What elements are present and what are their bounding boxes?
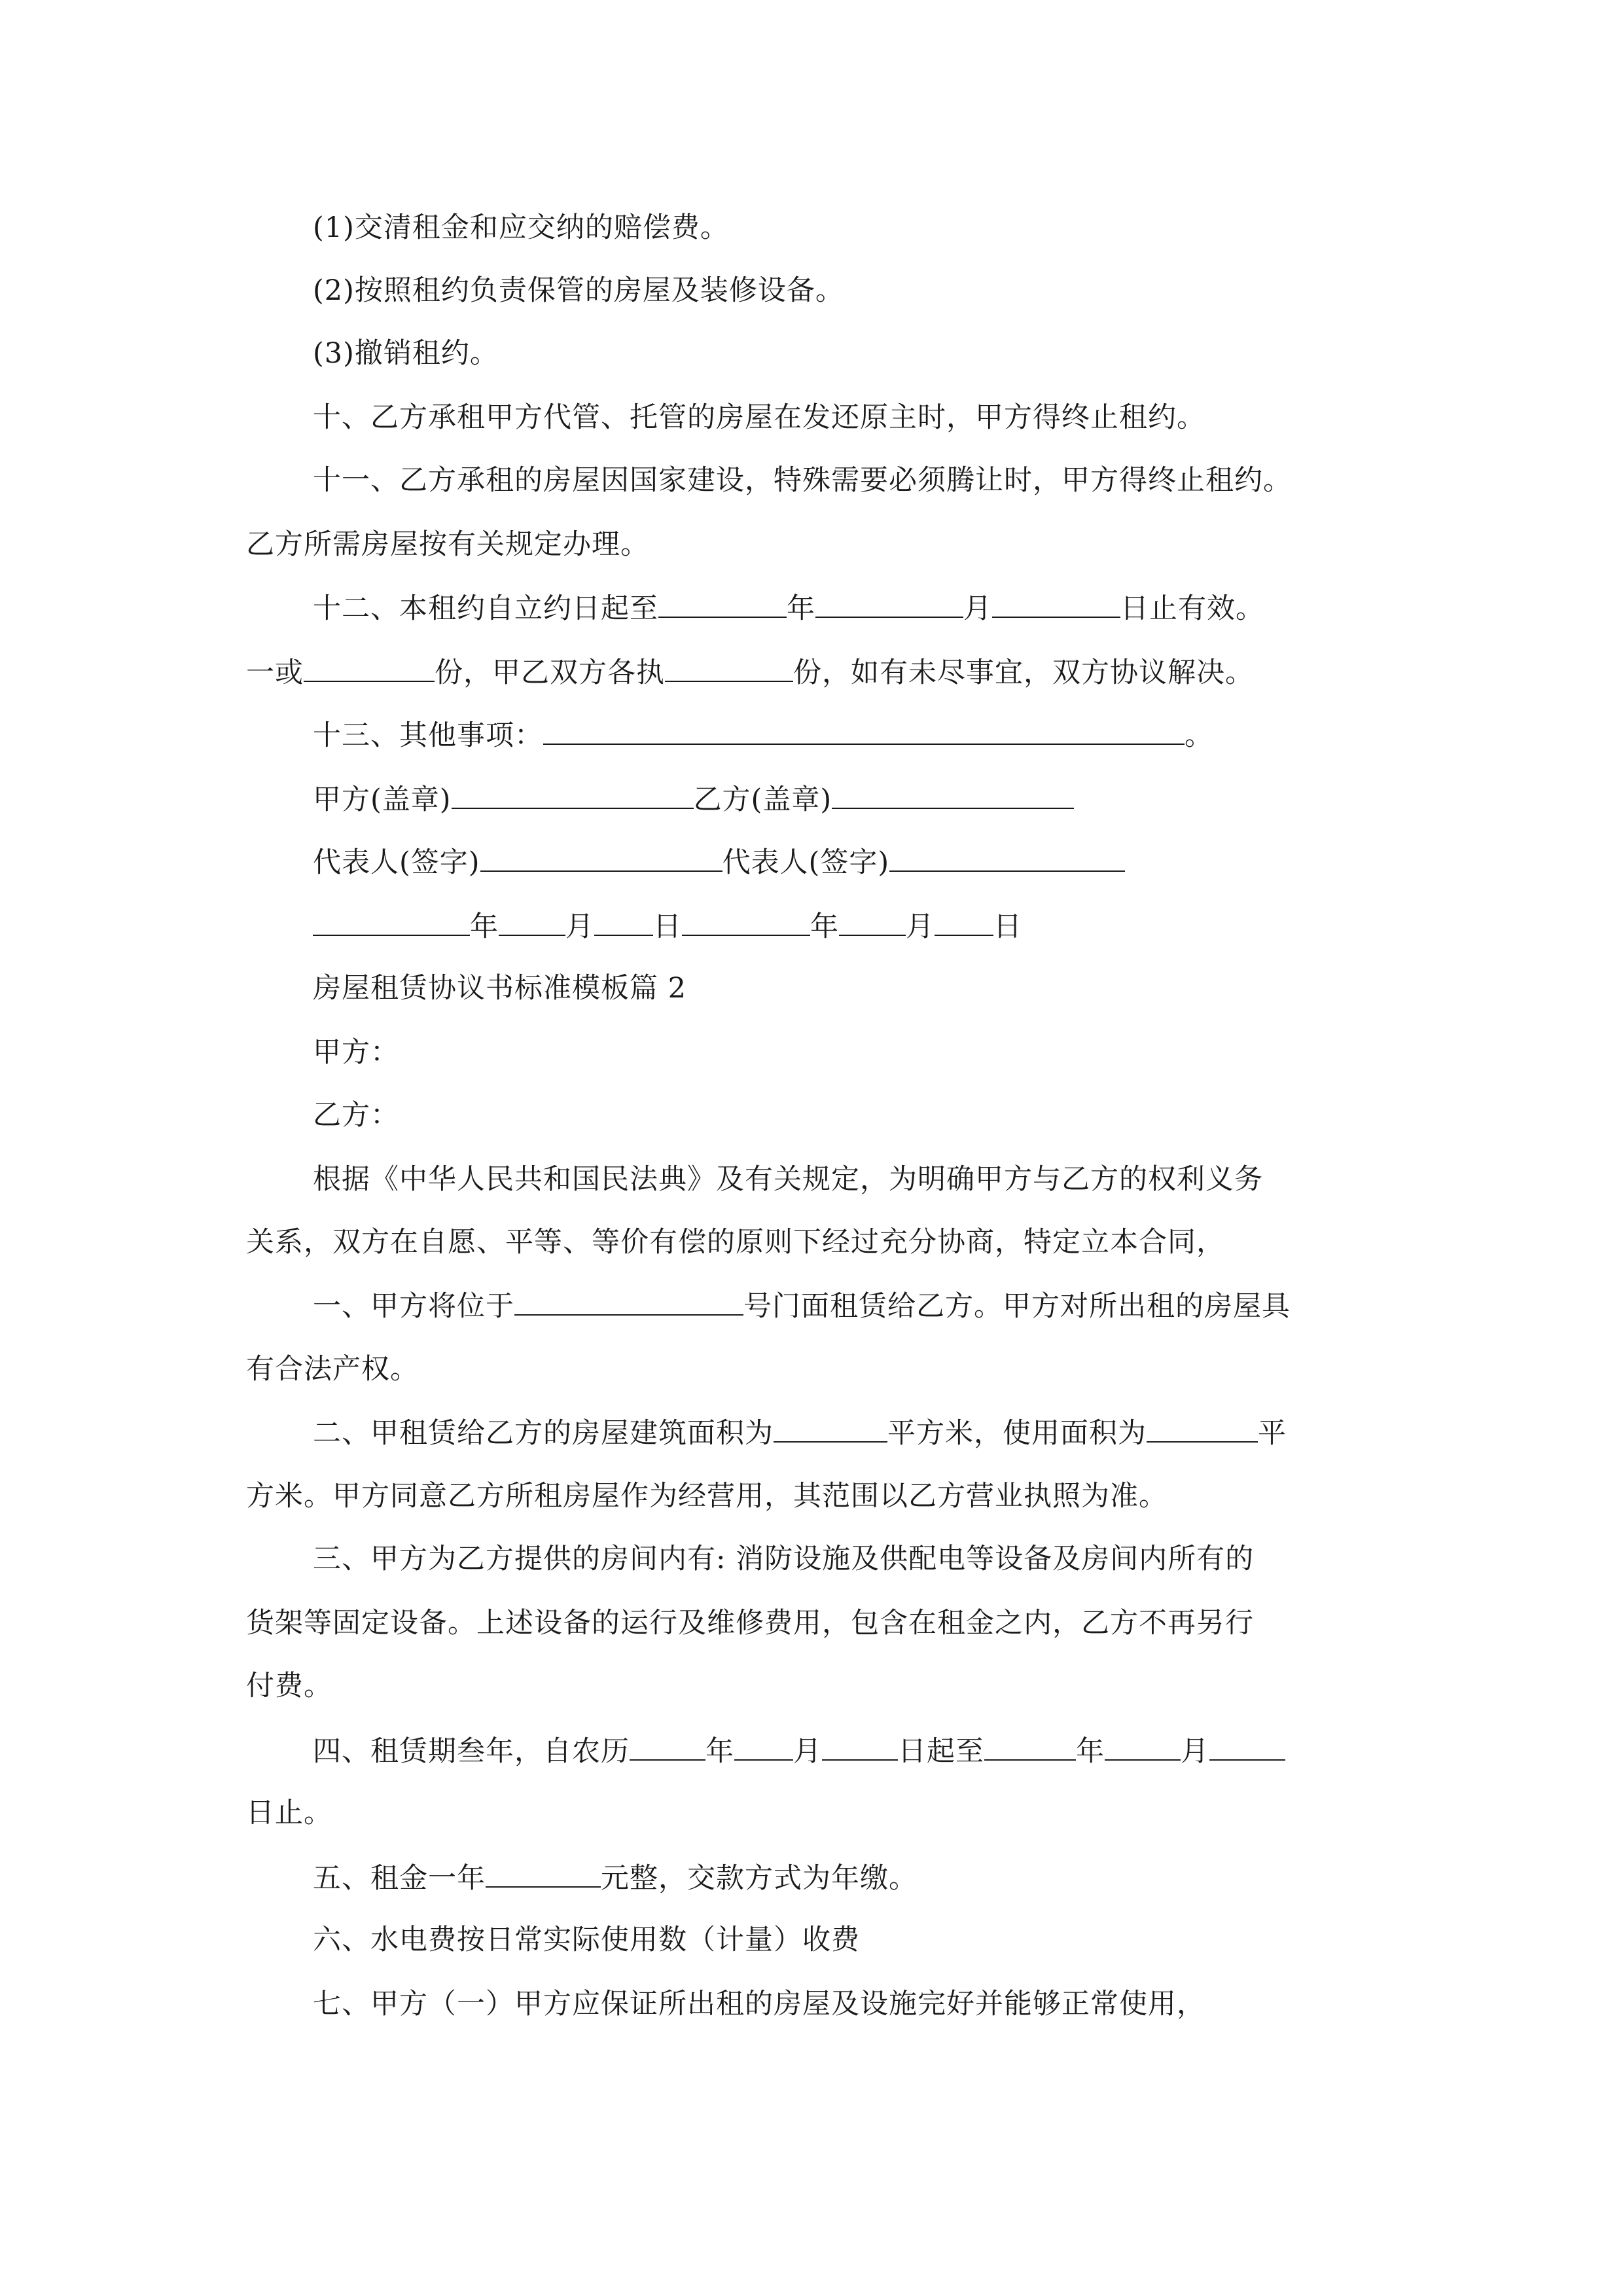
other-matters-end: 。	[1185, 719, 1213, 752]
clause-2-text-3: 平	[1258, 1417, 1287, 1450]
rep-a-label: 代表人(签字)	[313, 846, 480, 879]
blank-end-day[interactable]	[1209, 1731, 1285, 1761]
clause-12-line-2	[246, 652, 1254, 692]
date1-year-blank[interactable]	[313, 906, 470, 936]
rep-b-blank[interactable]	[889, 842, 1125, 872]
party-a-seal-blank[interactable]	[452, 779, 694, 809]
blank-usable-area[interactable]	[1147, 1412, 1258, 1443]
party-b-line: 乙方：	[313, 1099, 399, 1132]
clause-11-line-1: 十一、乙方承租的房屋因国家建设，特殊需要必须腾让时，甲方得终止租约。	[313, 464, 1292, 497]
clause-6: 六、水电费按日常实际使用数（计量）收费	[313, 1924, 860, 1956]
blank-each-copies[interactable]	[665, 652, 793, 682]
clause-3-line-2: 货架等固定设备。上述设备的运行及维修费用，包含在租金之内，乙方不再另行	[246, 1607, 1254, 1640]
date1-month-blank[interactable]	[499, 906, 565, 936]
end-year-label: 年	[1076, 1735, 1105, 1768]
clause-3-line-1: 三、甲方为乙方提供的房间内有: 消防设施及供配电等设备及房间内所有的	[313, 1543, 1255, 1575]
date1-year-label: 年	[470, 910, 499, 943]
date1-month-label: 月	[565, 910, 594, 943]
clause-2-line-2: 方米。甲方同意乙方所租房屋作为经营用，其范围以乙方营业执照为准。	[246, 1480, 1168, 1513]
item-3: (3)撤销租约。	[313, 337, 499, 370]
party-a-seal-label: 甲方(盖章)	[313, 783, 452, 816]
preamble-line-2: 关系，双方在自愿、平等、等价有偿的原则下经过充分协商，特定立本合同，	[246, 1226, 1225, 1259]
start-year-label: 年	[705, 1735, 734, 1768]
blank-start-day[interactable]	[822, 1731, 898, 1761]
party-b-seal-label: 乙方(盖章)	[693, 783, 832, 816]
year-label: 年	[787, 592, 815, 625]
date2-month-blank[interactable]	[839, 906, 906, 936]
date2-month-label: 月	[906, 910, 935, 943]
date1-day-label: 日	[653, 910, 682, 943]
blank-building-area[interactable]	[774, 1412, 887, 1443]
section-heading: 房屋租赁协议书标准模板篇 2	[313, 972, 687, 1005]
item-2: (2)按照租约负责保管的房屋及装修设备。	[313, 274, 844, 307]
clause-5-text: 五、租金一年	[313, 1862, 486, 1895]
copies-prefix: 一或	[246, 656, 304, 689]
copies-mid: 份，甲乙双方各执	[435, 656, 665, 689]
clause-4-line-1	[313, 1731, 1285, 1771]
item-1: (1)交清租金和应交纳的赔偿费。	[313, 211, 729, 244]
blank-rent[interactable]	[486, 1857, 601, 1888]
rep-b-label: 代表人(签字)	[722, 846, 890, 879]
rep-a-blank[interactable]	[480, 842, 722, 872]
clause-2-line-1	[313, 1412, 1287, 1453]
start-day-label: 日起至	[898, 1735, 984, 1768]
clause-1-text: 一、甲方将位于	[313, 1290, 514, 1323]
date1-day-blank[interactable]	[594, 906, 653, 936]
blank-year[interactable]	[658, 588, 787, 618]
clause-1-line-1	[313, 1285, 1291, 1326]
blank-month[interactable]	[815, 588, 963, 618]
party-b-seal-blank[interactable]	[832, 779, 1074, 809]
party-a-line: 甲方：	[313, 1036, 399, 1069]
blank-start-year[interactable]	[630, 1731, 705, 1761]
blank-start-month[interactable]	[734, 1731, 793, 1761]
end-month-label: 月	[1181, 1735, 1209, 1768]
clause-2-text: 二、甲租赁给乙方的房屋建筑面积为	[313, 1417, 774, 1450]
clause-5	[313, 1857, 918, 1898]
clause-10: 十、乙方承租甲方代管、托管的房屋在发还原主时，甲方得终止租约。	[313, 401, 1205, 434]
valid-until-label: 日止有效。	[1120, 592, 1264, 625]
month-label: 月	[963, 592, 992, 625]
clause-3-line-3: 付费。	[246, 1670, 332, 1702]
date2-day-blank[interactable]	[935, 906, 993, 936]
signature-rep-row	[313, 842, 1125, 882]
clause-12-line-1	[313, 588, 1264, 628]
signature-date-row	[313, 906, 1022, 946]
signature-seal-row	[313, 779, 1074, 819]
clause-13	[313, 715, 1213, 755]
blank-copies[interactable]	[304, 652, 435, 682]
date2-day-label: 日	[993, 910, 1022, 943]
blank-end-year[interactable]	[984, 1731, 1076, 1761]
clause-1-text-2: 号门面租赁给乙方。甲方对所出租的房屋具	[743, 1290, 1291, 1323]
other-matters-label: 十三、其他事项：	[313, 719, 543, 752]
preamble-line-1: 根据《中华人民共和国民法典》及有关规定，为明确甲方与乙方的权利义务	[313, 1163, 1263, 1196]
blank-end-month[interactable]	[1105, 1731, 1181, 1761]
start-month-label: 月	[793, 1735, 822, 1768]
clause-4-line-2: 日止。	[246, 1797, 332, 1829]
blank-other-matters[interactable]	[543, 715, 1185, 745]
clause-11-line-2: 乙方所需房屋按有关规定办理。	[246, 528, 649, 561]
copies-suffix: 份，如有未尽事宜，双方协议解决。	[793, 656, 1254, 689]
blank-location[interactable]	[514, 1285, 743, 1316]
clause-4-text: 四、租赁期叁年，自农历	[313, 1735, 630, 1768]
date2-year-blank[interactable]	[682, 906, 810, 936]
blank-day[interactable]	[992, 588, 1120, 618]
clause-12-text: 十二、本租约自立约日起至	[313, 592, 658, 625]
clause-5-text-2: 元整，交款方式为年缴。	[601, 1862, 918, 1895]
date2-year-label: 年	[810, 910, 839, 943]
clause-7: 七、甲方（一）甲方应保证所出租的房屋及设施完好并能够正常使用，	[313, 1988, 1205, 2020]
clause-2-text-2: 平方米，使用面积为	[887, 1417, 1147, 1450]
clause-1-line-2: 有合法产权。	[246, 1353, 419, 1386]
